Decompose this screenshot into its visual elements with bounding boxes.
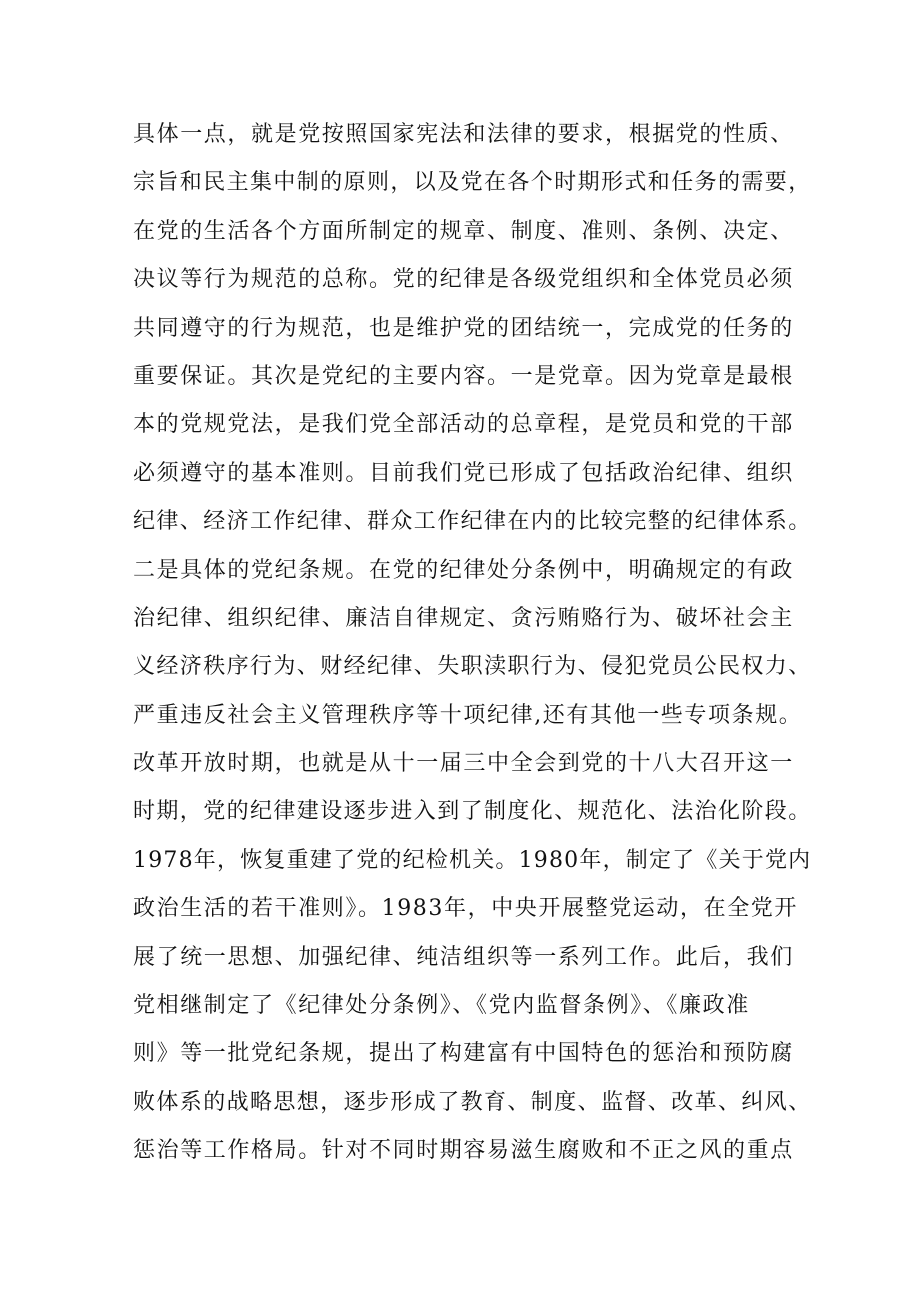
text-line: 展了统一思想、加强纪律、纯洁组织等一系列工作。此后，我们: [133, 944, 794, 970]
text-line: 1978年，恢复重建了党的纪检机关。1980年，制定了《关于党内: [133, 847, 812, 873]
text-line: 纪律、经济工作纪律、群众工作纪律在内的比较完整的纪律体系。: [133, 509, 812, 535]
text-line: 惩治等工作格局。针对不同时期容易滋生腐败和不正之风的重点: [133, 1138, 794, 1164]
body-text: [133, 111, 813, 1176]
text-line: 二是具体的党纪条规。在党的纪律处分条例中，明确规定的有政: [133, 557, 794, 583]
text-line: 政治生活的若干准则》。1983年，中央开展整党运动，在全党开: [133, 896, 798, 922]
text-line: 决议等行为规范的总称。党的纪律是各级党组织和全体党员必须: [133, 267, 794, 293]
text-line: 具体一点，就是党按照国家宪法和法律的要求，根据党的性质、: [133, 122, 794, 147]
text-line: 在党的生活各个方面所制定的规章、制度、准则、条例、决定、: [133, 218, 794, 244]
text-line: 党相继制定了《纪律处分条例》、《党内监督条例》、《廉政准: [133, 993, 750, 1019]
text-line: 时期，党的纪律建设逐步进入到了制度化、规范化、法治化阶段。: [133, 799, 812, 825]
text-line: 宗旨和民主集中制的原则，以及党在各个时期形式和任务的需要，: [133, 170, 812, 196]
text-line: 治纪律、组织纪律、廉洁自律规定、贪污贿赂行为、破坏社会主: [133, 605, 794, 631]
text-line: 严重违反社会主义管理秩序等十项纪律,还有其他一些专项条规。: [133, 702, 803, 728]
text-line: 义经济秩序行为、财经纪律、失职渎职行为、侵犯党员公民权力、: [133, 654, 812, 680]
text-line: 共同遵守的行为规范，也是维护党的团结统一，完成党的任务的: [133, 315, 794, 341]
text-line: 改革开放时期，也就是从十一届三中全会到党的十八大召开这一: [133, 751, 794, 777]
text-line: 重要保证。其次是党纪的主要内容。一是党章。因为党章是最根: [133, 363, 794, 389]
text-line: 败体系的战略思想，逐步形成了教育、制度、监督、改革、纠风、: [133, 1089, 812, 1115]
text-line: 必须遵守的基本准则。目前我们党已形成了包括政治纪律、组织: [133, 460, 794, 486]
text-line: 本的党规党法，是我们党全部活动的总章程，是党员和党的干部: [133, 412, 794, 438]
text-line: 则》等一批党纪条规，提出了构建富有中国特色的惩治和预防腐: [133, 1041, 794, 1067]
